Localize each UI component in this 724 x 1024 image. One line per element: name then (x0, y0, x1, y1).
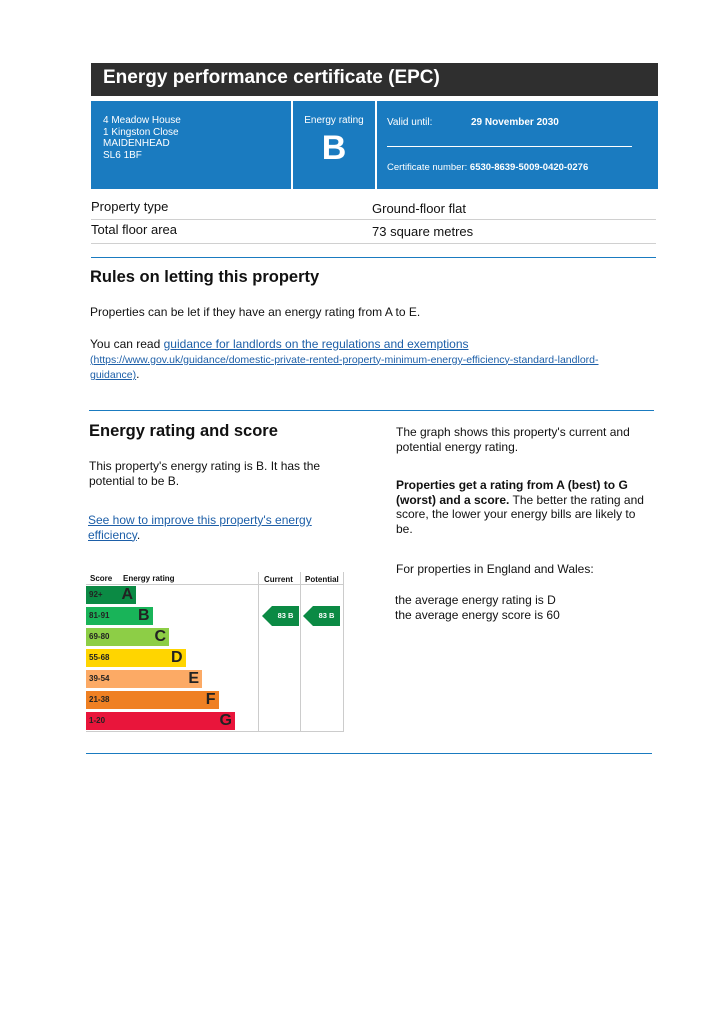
property-type-label: Property type (91, 199, 169, 214)
rating-band-d (86, 649, 186, 667)
property-type-value: Ground-floor flat (372, 201, 466, 216)
address-line: MAIDENHEAD (103, 138, 170, 149)
letting-paragraph: Properties can be let if they have an energy rating from A to E. (90, 305, 421, 319)
average-score: the average energy score is 60 (395, 608, 560, 622)
band-letter-label: E (188, 670, 199, 687)
band-letter-label: G (219, 712, 232, 729)
rating-explanation-text: The better the rating and score, the lower your energy bills are likely to be. (396, 492, 644, 536)
improve-paragraph (88, 513, 338, 542)
letting-guidance (90, 337, 650, 383)
band-score-label: 1-20 (89, 716, 106, 725)
valid-until-label: Valid until: (387, 117, 433, 128)
guidance-suffix: . (136, 367, 140, 381)
band-score-label: 81-91 (89, 611, 110, 620)
band-score-label: 55-68 (89, 653, 110, 662)
divider (91, 219, 656, 220)
average-rating: the average energy rating is D (395, 593, 556, 607)
region-note: For properties in England and Wales: (396, 562, 594, 576)
rating-band-a (86, 586, 136, 604)
chart-column-rule (343, 572, 344, 732)
energy-rating-label: Energy rating (304, 115, 364, 126)
energy-rating-value: B (321, 129, 347, 167)
page-title: Energy performance certificate (EPC) (91, 63, 658, 96)
rating-column-header: Energy rating (123, 574, 175, 583)
band-letter-label: D (170, 649, 183, 666)
rating-band-b (86, 607, 153, 625)
energy-heading: Energy rating and score (89, 422, 278, 440)
section-divider (86, 753, 652, 754)
section-divider (89, 410, 654, 411)
rating-band-e (86, 670, 202, 688)
chart-header-rule (86, 584, 344, 585)
current-column-header: Current (264, 575, 293, 584)
rating-explanation-bold: Properties get a rating from A (best) to G (worst) and a score. (396, 478, 628, 507)
potential-rating-marker: 83 B (313, 606, 340, 626)
divider (91, 243, 656, 244)
summary-panel (91, 101, 658, 189)
chart-bottom-rule (86, 731, 344, 732)
address-line: 1 Kingston Close (103, 126, 179, 138)
certificate-value: 6530-8639-5009-0420-0276 (469, 162, 589, 173)
chart-column-rule (258, 572, 259, 732)
potential-column-header: Potential (305, 575, 339, 584)
certificate-label: Certificate number: (387, 162, 468, 173)
rating-band-c (86, 628, 169, 646)
rating-band-g (86, 712, 235, 730)
divider (387, 146, 632, 147)
band-letter-label: C (154, 628, 166, 645)
guidance-link[interactable]: guidance for landlords on the regulations and exemptions (163, 337, 469, 351)
band-letter-label: A (121, 586, 133, 603)
divider (375, 101, 377, 189)
floor-area-label: Total floor area (91, 222, 177, 237)
band-score-label: 39-54 (89, 674, 110, 683)
rating-band-f (86, 691, 219, 709)
current-rating-marker: 83 B (272, 606, 299, 626)
address (103, 115, 181, 161)
rating-explanation (396, 478, 646, 536)
chart-column-rule (300, 572, 301, 732)
band-letter-label: B (137, 607, 150, 624)
band-letter-label: F (205, 691, 216, 708)
section-divider (91, 257, 656, 258)
improve-suffix: . (136, 527, 141, 542)
guidance-prefix: You can read (90, 337, 164, 351)
energy-rating-chart (86, 572, 344, 732)
valid-until-date: 29 November 2030 (471, 117, 559, 128)
graph-description: The graph shows this property's current and potential energy rating. (396, 425, 630, 454)
floor-area-value: 73 square metres (372, 224, 474, 239)
band-score-label: 21-38 (89, 695, 110, 704)
improve-link[interactable]: See how to improve this property's energy efficiency (88, 513, 312, 542)
letting-heading: Rules on letting this property (90, 268, 320, 286)
band-score-label: 92+ (89, 590, 103, 599)
guidance-url-link[interactable]: (https://www.gov.uk/guidance/domestic-private-rented-property-minimum-energy-efficiency-standard-landlord- (90, 353, 599, 366)
certificate-number (387, 162, 588, 173)
address-line: 4 Meadow House (103, 115, 181, 126)
score-column-header: Score (90, 574, 113, 583)
band-score-label: 69-80 (89, 632, 110, 641)
energy-paragraph: This property's energy rating is B. It has the potential to be B. (89, 459, 321, 488)
address-line: SL6 1BF (103, 149, 142, 161)
guidance-url-link-continued[interactable]: guidance) (90, 369, 137, 381)
